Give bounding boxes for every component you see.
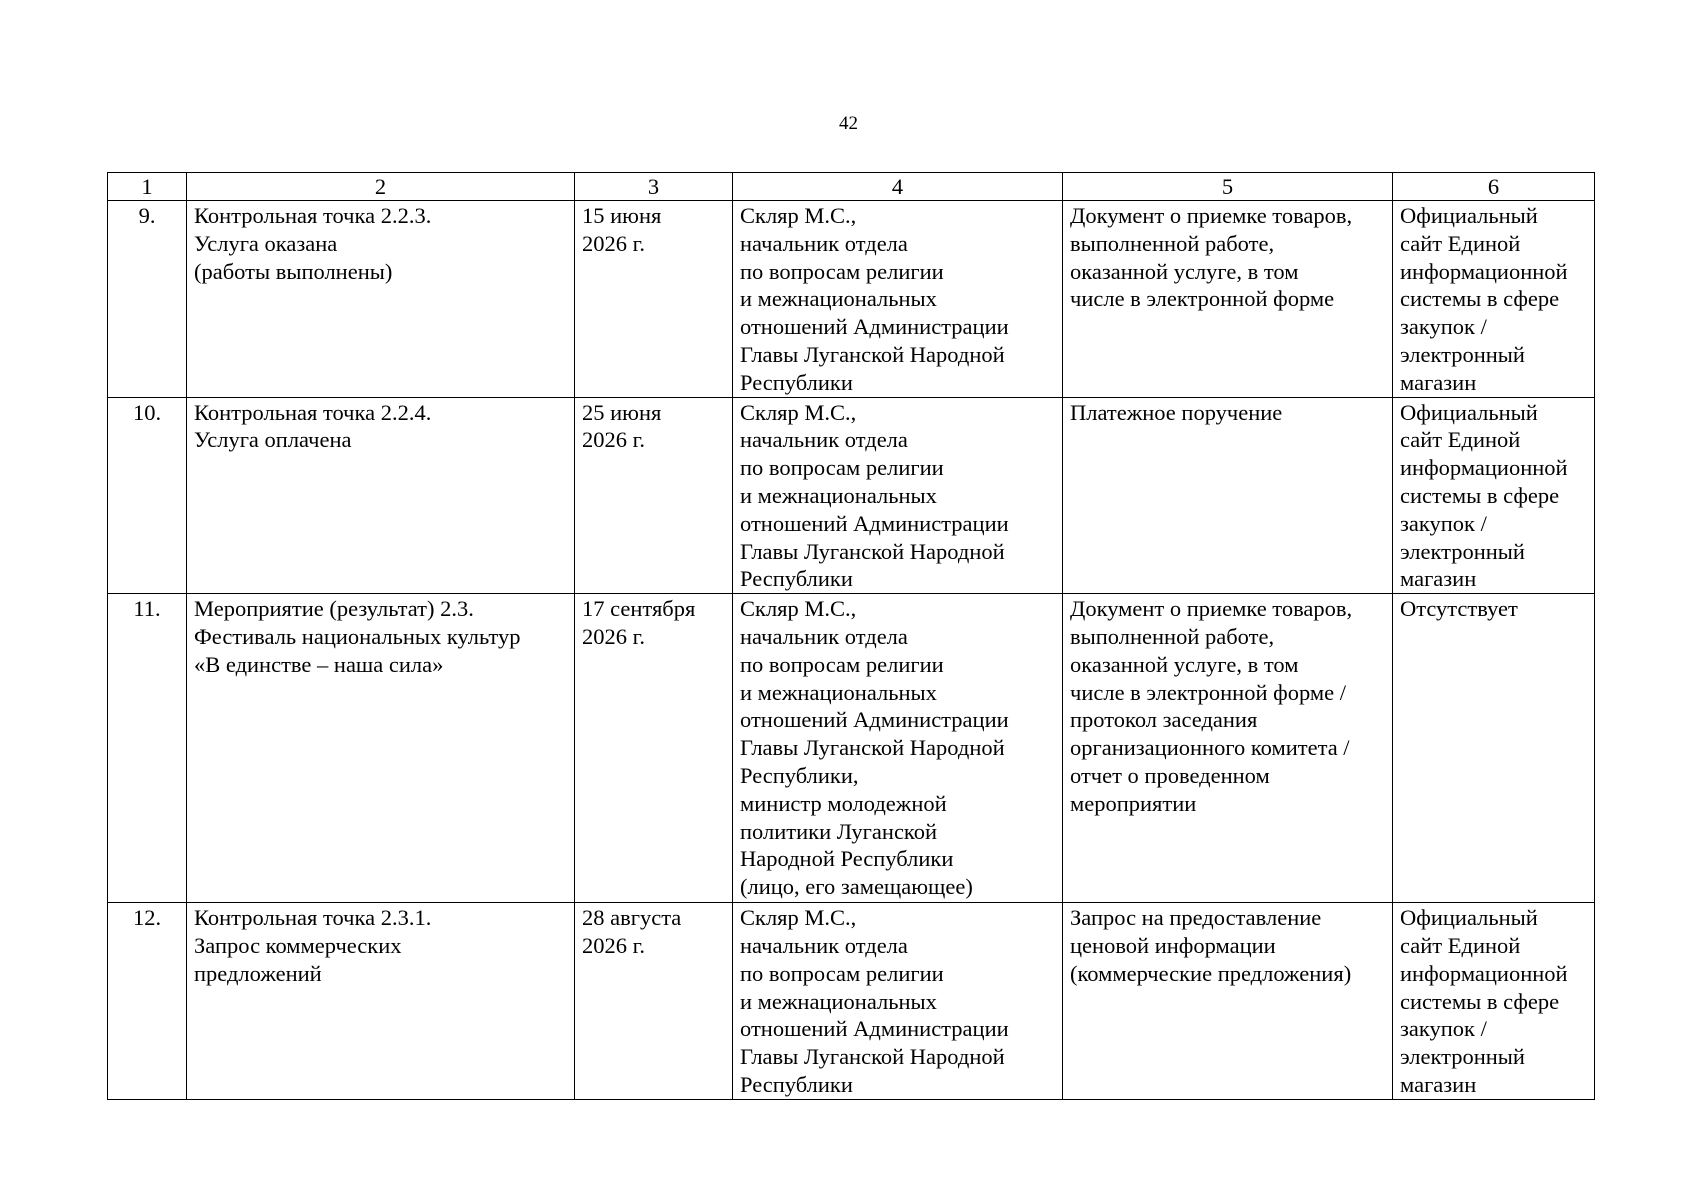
row-number: 12. <box>108 903 187 1100</box>
column-header-6: 6 <box>1393 173 1595 201</box>
table-row <box>108 594 1595 903</box>
confirming-document: Платежное поручение <box>1063 397 1393 594</box>
table-row <box>108 397 1595 594</box>
column-header-2: 2 <box>187 173 575 201</box>
information-system: Отсутствует <box>1393 594 1595 903</box>
row-number: 10. <box>108 397 187 594</box>
column-header-4: 4 <box>733 173 1063 201</box>
confirming-document: Запрос на предоставление ценовой информации (коммерческие предложения) <box>1063 903 1393 1100</box>
event-title: Контрольная точка 2.3.1. Запрос коммерческих предложений <box>187 903 575 1100</box>
confirming-document: Документ о приемке товаров, выполненной работе, оказанной услуге, в том числе в электронной форме <box>1063 201 1393 398</box>
row-number: 11. <box>108 594 187 903</box>
responsible-person: Скляр М.С., начальник отдела по вопросам религии и межнациональных отношений Администрации Главы Луганской Народной Республики <box>733 903 1063 1100</box>
due-date: 25 июня 2026 г. <box>575 397 733 594</box>
column-header-1: 1 <box>108 173 187 201</box>
page-number: 42 <box>839 113 858 134</box>
column-header-3: 3 <box>575 173 733 201</box>
responsible-person: Скляр М.С., начальник отдела по вопросам религии и межнациональных отношений Администрации Главы Луганской Народной Республики <box>733 397 1063 594</box>
responsible-person: Скляр М.С., начальник отдела по вопросам религии и межнациональных отношений Администрации Главы Луганской Народной Республики, министр молодежной политики Луганской Народной Республики (лицо, его замещающее) <box>733 594 1063 903</box>
table-row <box>108 903 1595 1100</box>
event-title: Мероприятие (результат) 2.3. Фестиваль национальных культур «В единстве – наша сила» <box>187 594 575 903</box>
plan-table <box>107 172 1595 1100</box>
responsible-person: Скляр М.С., начальник отдела по вопросам религии и межнациональных отношений Администрации Главы Луганской Народной Республики <box>733 201 1063 398</box>
event-title: Контрольная точка 2.2.3. Услуга оказана (работы выполнены) <box>187 201 575 398</box>
event-title: Контрольная точка 2.2.4. Услуга оплачена <box>187 397 575 594</box>
information-system: Официальный сайт Единой информационной системы в сфере закупок / электронный магазин <box>1393 903 1595 1100</box>
table-header-row <box>108 173 1595 201</box>
row-number: 9. <box>108 201 187 398</box>
due-date: 17 сентября 2026 г. <box>575 594 733 903</box>
column-header-5: 5 <box>1063 173 1393 201</box>
information-system: Официальный сайт Единой информационной системы в сфере закупок / электронный магазин <box>1393 201 1595 398</box>
information-system: Официальный сайт Единой информационной системы в сфере закупок / электронный магазин <box>1393 397 1595 594</box>
due-date: 28 августа 2026 г. <box>575 903 733 1100</box>
confirming-document: Документ о приемке товаров, выполненной работе, оказанной услуге, в том числе в электронной форме / протокол заседания организационного комитета / отчет о проведенном мероприятии <box>1063 594 1393 903</box>
due-date: 15 июня 2026 г. <box>575 201 733 398</box>
table-row <box>108 201 1595 398</box>
